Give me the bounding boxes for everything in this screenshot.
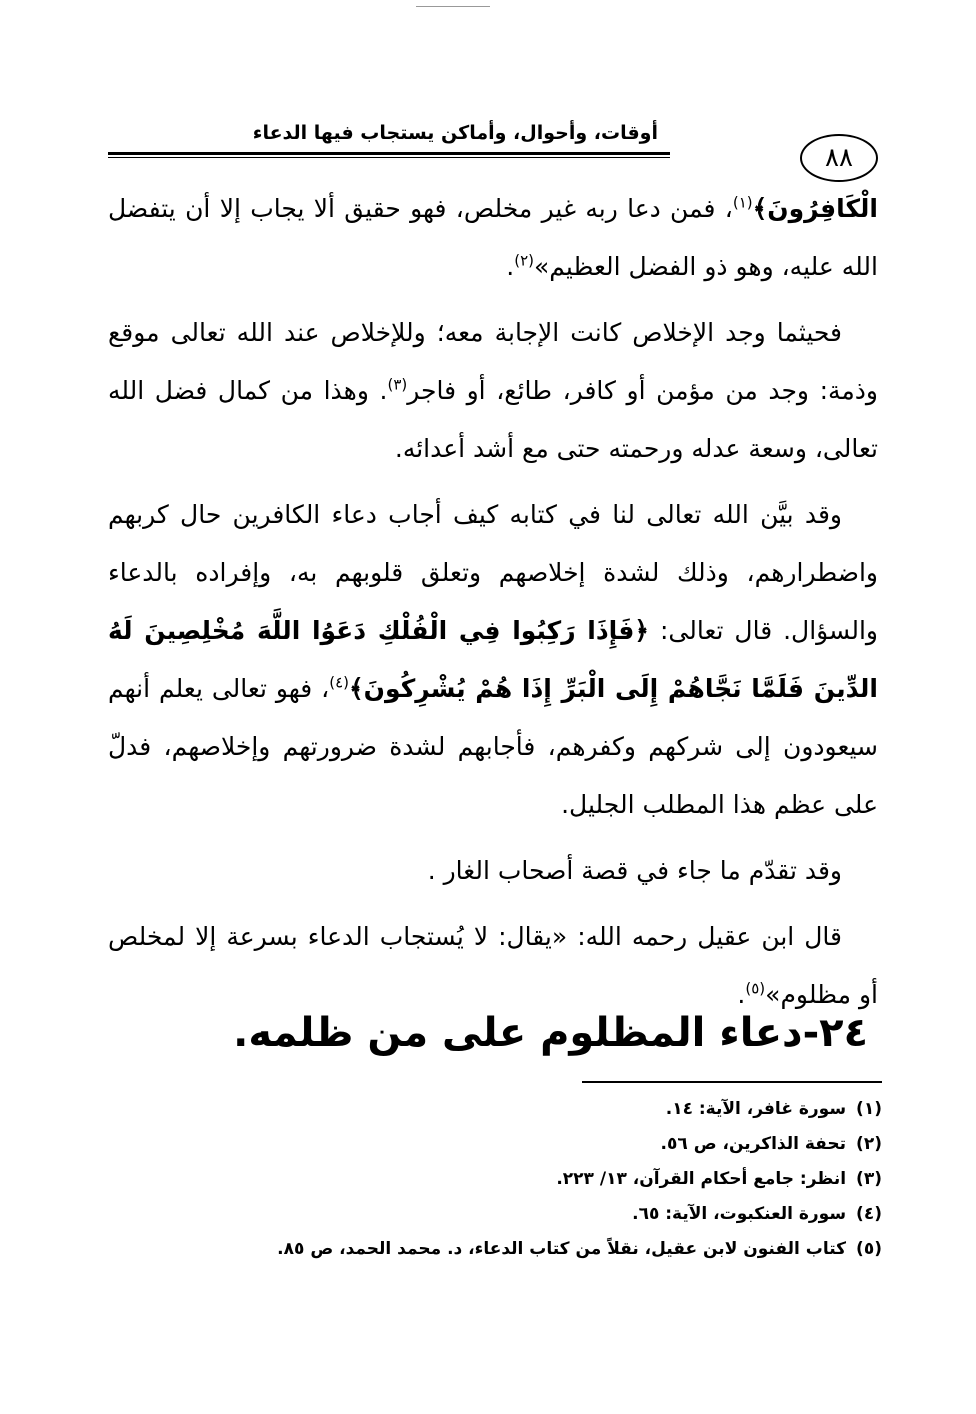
header-rule-thin xyxy=(108,157,670,158)
running-header xyxy=(108,118,878,178)
footnote-number: (٤) xyxy=(856,1204,882,1224)
footnote-separator xyxy=(582,1081,882,1083)
footnote-item xyxy=(122,1232,882,1267)
footnote-item xyxy=(122,1127,882,1162)
footnote-item xyxy=(122,1162,882,1197)
paragraph-5 xyxy=(108,908,878,1024)
paragraph-5-text: قال ابن عقيل رحمه الله: «يقال: لا يُستجاب الدعاء بسرعة إلا لمخلص أو مظلوم» xyxy=(108,922,878,1009)
body-text xyxy=(108,180,878,1024)
paragraph-2 xyxy=(108,304,878,478)
footnote-text: كتاب الفنون لابن عقيل، نقلاً من كتاب الدعاء، د. محمد الحمد، ص ٨٥. xyxy=(277,1239,847,1259)
footnote-item xyxy=(122,1092,882,1127)
paragraph-3-text: وقد بيَّن الله تعالى لنا في كتابه كيف أجاب دعاء الكافرين حال كربهم واضطرارهم، وذلك لشدة إخلاصهم وتعلق قلوبهم به، وإفراده بالدعاء والسؤال. قال تعالى: xyxy=(108,500,878,645)
paragraph-4 xyxy=(108,842,878,900)
footnote-ref-1: (١) xyxy=(732,193,753,212)
paragraph-3 xyxy=(108,486,878,834)
footnote-ref-3: (٣) xyxy=(387,375,408,394)
quran-verse: ﴿فَإِذَا رَكِبُوا فِي الْفُلْكِ دَعَوُا اللَّهَ مُخْلِصِينَ لَهُ الدِّينَ فَلَمَّا نَجَّاهُمْ إِلَى الْبَرِّ إِذَا هُمْ يُشْرِكُونَ﴾ xyxy=(108,616,878,703)
paragraph-2-tail: . وهذا من كمال فضل الله تعالى، وسعة عدله ورحمته حتى مع أشد أعدائه. xyxy=(108,376,878,463)
footnote-text: تحفة الذاكرين، ص ٥٦. xyxy=(660,1134,847,1154)
paragraph-1 xyxy=(108,180,878,296)
paragraph-1-text: ، فمن دعا ربه غير مخلص، فهو حقيق ألا يجاب إلا أن يتفضل الله عليه، وهو ذو الفضل العظيم» xyxy=(108,194,878,281)
footnote-ref-2: (٢) xyxy=(514,251,534,270)
paragraph-3-tail: ، فهو تعالى يعلم أنهم سيعودون إلى شركهم وكفرهم، فأجابهم لشدة ضرورتهم وإخلاصهم، فدلّ على عظم هذا المطلب الجليل. xyxy=(108,674,878,819)
footnote-number: (٥) xyxy=(856,1239,882,1259)
section-heading: ٢٤-دعاء المظلوم على من ظلمه. xyxy=(233,1010,868,1056)
top-edge-mark xyxy=(416,6,490,7)
footnote-text: انظر: جامع أحكام القرآن، ١٣/ ٢٢٣. xyxy=(556,1169,847,1189)
footnote-number: (١) xyxy=(856,1099,882,1119)
paragraph-4-text: وقد تقدّم ما جاء في قصة أصحاب الغار . xyxy=(427,856,842,885)
footnotes-list xyxy=(122,1092,882,1267)
paragraph-1-tail: . xyxy=(506,252,515,281)
footnote-ref-5: (٥) xyxy=(745,979,766,998)
footnote-number: (٢) xyxy=(856,1134,882,1154)
header-rule xyxy=(108,152,670,155)
footnote-text: سورة غافر، الآية: ١٤. xyxy=(665,1099,847,1119)
paragraph-2-text: فحيثما وجد الإخلاص كانت الإجابة معه؛ وللإخلاص عند الله تعالى موقع وذمة: وجد من مؤمن أو كافر، طائع، أو فاجر xyxy=(108,318,878,405)
footnote-ref-4: (٤) xyxy=(329,673,350,692)
footnote-number: (٣) xyxy=(856,1169,882,1189)
verse-end: الْكَافِرُونَ﴾ xyxy=(752,194,878,223)
footnote-text: سورة العنكبوت، الآية: ٦٥. xyxy=(632,1204,847,1224)
page-number: ٨٨ xyxy=(800,134,878,182)
footnote-item xyxy=(122,1197,882,1232)
paragraph-5-tail: . xyxy=(737,980,746,1009)
running-header-title: أوقات، وأحوال، وأماكن يستجاب فيها الدعاء xyxy=(252,122,658,144)
